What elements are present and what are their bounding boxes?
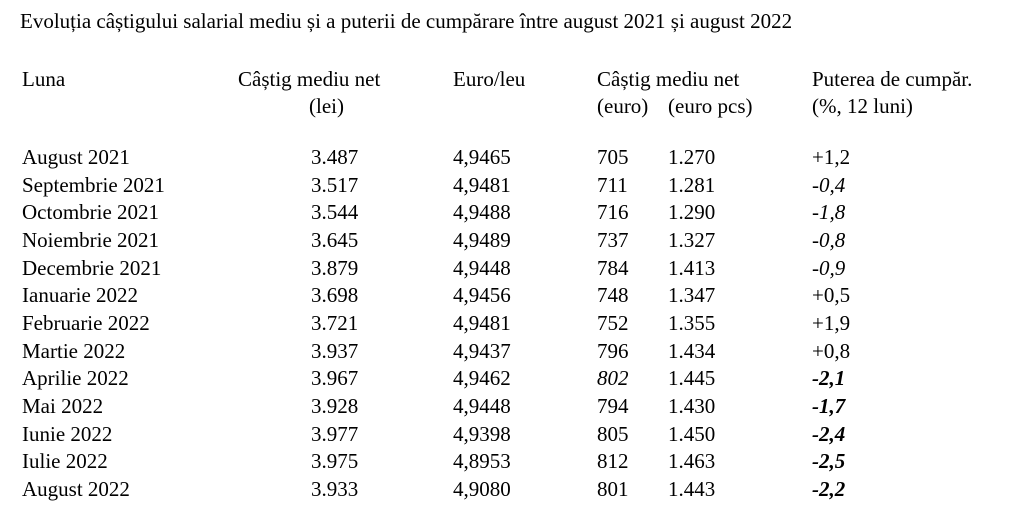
cell-puterea: -2,5 xyxy=(812,449,846,474)
cell-castig-lei: 3.977 xyxy=(311,421,359,446)
table-row xyxy=(0,199,1009,227)
cell-castig-euro: 705 xyxy=(597,145,629,169)
cell-castig-euro-pcs: 1.450 xyxy=(668,421,716,446)
cell-luna: Aprilie 2022 xyxy=(22,366,129,391)
cell-castig-euro: 716 xyxy=(597,200,629,225)
cell-puterea: -2,2 xyxy=(812,476,846,501)
table-row xyxy=(0,282,1009,310)
cell-euro-leu: 4,9481 xyxy=(453,310,511,335)
cell-euro-leu: 4,9481 xyxy=(453,172,511,197)
cell-euro-leu: 4,9465 xyxy=(453,145,511,169)
cell-euro-leu: 4,9448 xyxy=(453,393,511,418)
cell-puterea: -0,4 xyxy=(812,172,846,197)
cell-castig-lei: 3.937 xyxy=(311,338,359,363)
cell-castig-euro: 752 xyxy=(597,310,629,335)
cell-euro-leu: 4,9462 xyxy=(453,366,511,391)
document-title: Evoluția câștigului salarial mediu și a puterii de cumpărare între august 2021 și august 2022 xyxy=(20,9,793,33)
table-row xyxy=(0,393,1009,421)
header-euro-leu: Euro/leu xyxy=(453,67,526,91)
table-row xyxy=(0,172,1009,200)
cell-castig-lei: 3.721 xyxy=(311,310,359,335)
cell-castig-euro: 812 xyxy=(597,449,629,474)
cell-euro-leu: 4,9489 xyxy=(453,227,511,252)
cell-castig-euro-pcs: 1.347 xyxy=(668,283,716,308)
header-puterea-line1: Puterea de cumpăr. xyxy=(812,67,973,91)
table-row xyxy=(0,476,1009,504)
cell-luna: Februarie 2022 xyxy=(22,310,150,335)
header-castig-euro-line1: Câștig mediu net xyxy=(597,67,740,91)
table-row xyxy=(0,227,1009,255)
cell-castig-euro-pcs: 1.355 xyxy=(668,310,716,335)
header-castig-lei-line2: (lei) xyxy=(309,94,344,118)
cell-castig-euro: 748 xyxy=(597,283,629,308)
cell-luna: August 2022 xyxy=(22,476,130,501)
cell-puterea: -1,8 xyxy=(812,200,846,225)
header-castig-euro-sub-euro: (euro) xyxy=(597,94,649,118)
header-puterea-line2: (%, 12 luni) xyxy=(812,94,913,118)
cell-luna: Octombrie 2021 xyxy=(22,200,160,225)
cell-luna: Decembrie 2021 xyxy=(22,255,162,280)
cell-castig-euro-pcs: 1.463 xyxy=(668,449,716,474)
cell-castig-euro: 711 xyxy=(597,172,628,197)
cell-puterea: +0,8 xyxy=(812,338,851,363)
cell-luna: Iulie 2022 xyxy=(22,449,108,474)
cell-luna: Ianuarie 2022 xyxy=(22,283,139,308)
cell-castig-lei: 3.975 xyxy=(311,449,359,474)
cell-puterea: +1,9 xyxy=(812,310,851,335)
cell-castig-euro-pcs: 1.445 xyxy=(668,366,716,391)
table-row xyxy=(0,448,1009,476)
cell-puterea: -0,9 xyxy=(812,255,846,280)
cell-castig-euro: 805 xyxy=(597,421,629,446)
cell-luna: Noiembrie 2021 xyxy=(22,227,160,252)
cell-castig-euro-pcs: 1.327 xyxy=(668,227,716,252)
cell-castig-euro-pcs: 1.443 xyxy=(668,476,716,501)
table-row xyxy=(0,421,1009,449)
cell-castig-euro: 784 xyxy=(597,255,629,280)
cell-castig-euro-pcs: 1.281 xyxy=(668,172,716,197)
table-row xyxy=(0,310,1009,338)
cell-castig-lei: 3.645 xyxy=(311,227,359,252)
cell-euro-leu: 4,8953 xyxy=(453,449,511,474)
header-luna: Luna xyxy=(22,67,66,91)
cell-euro-leu: 4,9080 xyxy=(453,476,511,501)
cell-puterea: -1,7 xyxy=(812,393,846,418)
cell-castig-euro: 794 xyxy=(597,393,629,418)
cell-castig-lei: 3.544 xyxy=(311,200,359,225)
table-row xyxy=(0,255,1009,283)
cell-luna: Martie 2022 xyxy=(22,338,126,363)
cell-castig-euro-pcs: 1.270 xyxy=(668,145,716,169)
cell-puterea: +1,2 xyxy=(812,145,851,169)
cell-puterea: -2,4 xyxy=(812,421,846,446)
header-castig-lei-line1: Câștig mediu net xyxy=(238,67,381,91)
cell-euro-leu: 4,9488 xyxy=(453,200,511,225)
cell-castig-euro: 802 xyxy=(597,366,629,391)
cell-luna: Septembrie 2021 xyxy=(22,172,165,197)
cell-euro-leu: 4,9456 xyxy=(453,283,511,308)
cell-euro-leu: 4,9448 xyxy=(453,255,511,280)
cell-euro-leu: 4,9437 xyxy=(453,338,511,363)
cell-luna: August 2021 xyxy=(22,145,130,169)
cell-castig-lei: 3.967 xyxy=(311,366,359,391)
cell-castig-lei: 3.517 xyxy=(311,172,359,197)
cell-castig-euro: 737 xyxy=(597,227,629,252)
cell-castig-euro-pcs: 1.290 xyxy=(668,200,716,225)
table-row xyxy=(0,338,1009,366)
cell-castig-lei: 3.928 xyxy=(311,393,359,418)
cell-luna: Mai 2022 xyxy=(22,393,104,418)
cell-puterea: +0,5 xyxy=(812,283,851,308)
cell-castig-euro-pcs: 1.434 xyxy=(668,338,716,363)
table-row xyxy=(0,144,1009,172)
cell-castig-lei: 3.879 xyxy=(311,255,359,280)
header-castig-euro-sub-pcs: (euro pcs) xyxy=(668,94,753,118)
cell-castig-lei: 3.487 xyxy=(311,145,359,169)
cell-euro-leu: 4,9398 xyxy=(453,421,511,446)
cell-castig-euro: 796 xyxy=(597,338,629,363)
cell-castig-lei: 3.933 xyxy=(311,476,359,501)
cell-puterea: -2,1 xyxy=(812,366,846,391)
cell-luna: Iunie 2022 xyxy=(22,421,113,446)
cell-puterea: -0,8 xyxy=(812,227,846,252)
cell-castig-lei: 3.698 xyxy=(311,283,359,308)
table-row xyxy=(0,365,1009,393)
cell-castig-euro-pcs: 1.413 xyxy=(668,255,716,280)
cell-castig-euro-pcs: 1.430 xyxy=(668,393,716,418)
cell-castig-euro: 801 xyxy=(597,476,629,501)
